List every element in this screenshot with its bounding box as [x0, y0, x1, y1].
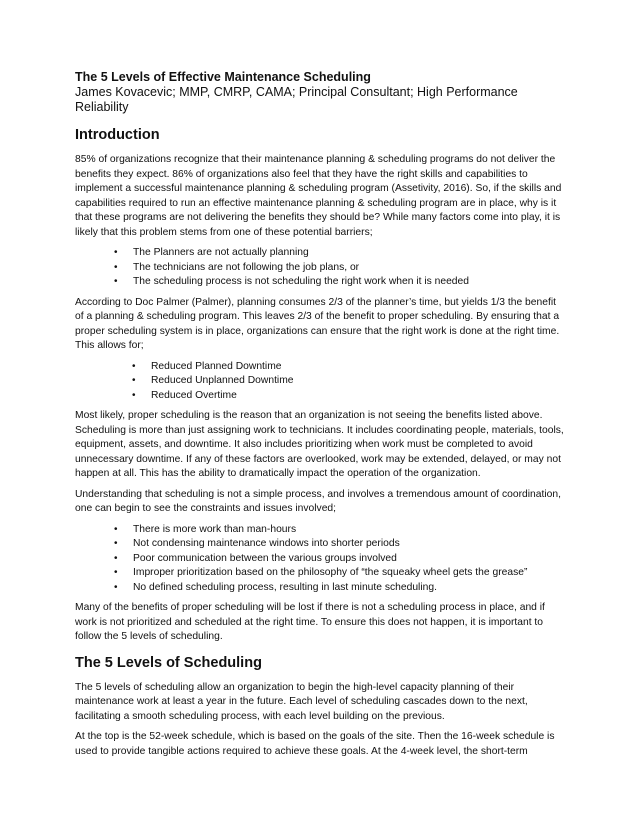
- list-item: • No defined scheduling process, resulting in last minute scheduling.: [75, 581, 565, 596]
- constraints-list: [75, 523, 565, 596]
- introduction-heading: Introduction: [75, 127, 160, 143]
- list-item: • Reduced Planned Downtime: [75, 360, 565, 375]
- list-item: • Poor communication between the various groups involved: [75, 552, 565, 567]
- paragraph-7: At the top is the 52-week schedule, which is based on the goals of the site. Then the 16-week schedule is used to provide tangible actions required to achieve these goals. At the 4-week level, the short-term: [75, 731, 555, 757]
- paragraph-2: According to Doc Palmer (Palmer), planning consumes 2/3 of the planner’s time, but yields 1/3 the benefit of a planning & scheduling program. This leaves 2/3 of the benefit to proper scheduling. By ensuring that a proper scheduling system is in place, organizations can ensure that the right work is done at the right time. This allows for;: [75, 296, 560, 351]
- bullet-icon: •: [114, 247, 118, 258]
- author-line: James Kovacevic; MMP, CMRP, CAMA; Principal Consultant; High Performance Reliability: [75, 85, 518, 114]
- list-item: • Reduced Overtime: [75, 389, 565, 404]
- paragraph-6: The 5 levels of scheduling allow an organization to begin the high-level capacity planning of their maintenance work at least a year in the future. Each level of scheduling cascades down to the next, facilitating a smooth scheduling process, with each level building on the previous.: [75, 681, 528, 722]
- paragraph-4: Understanding that scheduling is not a simple process, and involves a tremendous amount of coordination, one can begin to see the constraints and issues involved;: [75, 488, 561, 514]
- bullet-icon: •: [132, 360, 136, 372]
- bullet-icon: •: [114, 581, 118, 593]
- bullet-icon: •: [114, 567, 118, 578]
- document-page: [75, 70, 565, 765]
- list-item: • Improper prioritization based on the philosophy of “the squeaky wheel gets the grease”: [75, 566, 565, 581]
- levels-heading: The 5 Levels of Scheduling: [75, 654, 262, 671]
- barriers-list: [75, 246, 565, 290]
- bullet-icon: •: [132, 375, 136, 386]
- paragraph-5: Many of the benefits of proper scheduling will be lost if there is not a scheduling process in place, and if work is not prioritized and scheduled at the right time. To ensure this does not happen, it is important to follow the 5 levels of scheduling.: [75, 602, 545, 642]
- bullet-icon: •: [114, 276, 118, 287]
- bullet-icon: •: [114, 523, 118, 535]
- list-item: • Not condensing maintenance windows into shorter periods: [75, 537, 565, 552]
- bullet-icon: •: [132, 389, 136, 401]
- list-item: • There is more work than man-hours: [75, 523, 565, 538]
- list-item: • Reduced Unplanned Downtime: [75, 374, 565, 389]
- benefits-list: [75, 360, 565, 404]
- bullet-icon: •: [114, 261, 118, 273]
- paragraph-1: 85% of organizations recognize that their maintenance planning & scheduling programs do not deliver the benefits they expect. 86% of organizations also feel that they have the right skills and capabilities to implement a successful maintenance planning & scheduling program (Assetivity, 2016). So, if the skills and capabilities required to run an effective maintenance planning & scheduling program are in place, why is it that these programs are not delivering the benefits they should be? While many factors come into play, it is likely that this problem stems from one of these potential barriers;: [75, 154, 562, 238]
- bullet-icon: •: [114, 552, 118, 564]
- list-item: • The Planners are not actually planning: [75, 246, 565, 261]
- list-item: • The scheduling process is not scheduling the right work when it is needed: [75, 275, 565, 290]
- document-title: The 5 Levels of Effective Maintenance Scheduling: [75, 70, 371, 84]
- bullet-icon: •: [114, 538, 118, 549]
- paragraph-3: Most likely, proper scheduling is the reason that an organization is not seeing the benefits listed above. Scheduling is more than just assigning work to technicians. It includes coordinating people, materials, tools, equipment, assets, and downtime. It also includes prioritizing when work must be completed to avoid unnecessary downtime. If any of these factors are overlooked, work may be extended, delayed, or may not happen at all. This has the ability to dramatically impact the operation of the organization.: [75, 410, 564, 479]
- list-item: • The technicians are not following the job plans, or: [75, 261, 565, 276]
